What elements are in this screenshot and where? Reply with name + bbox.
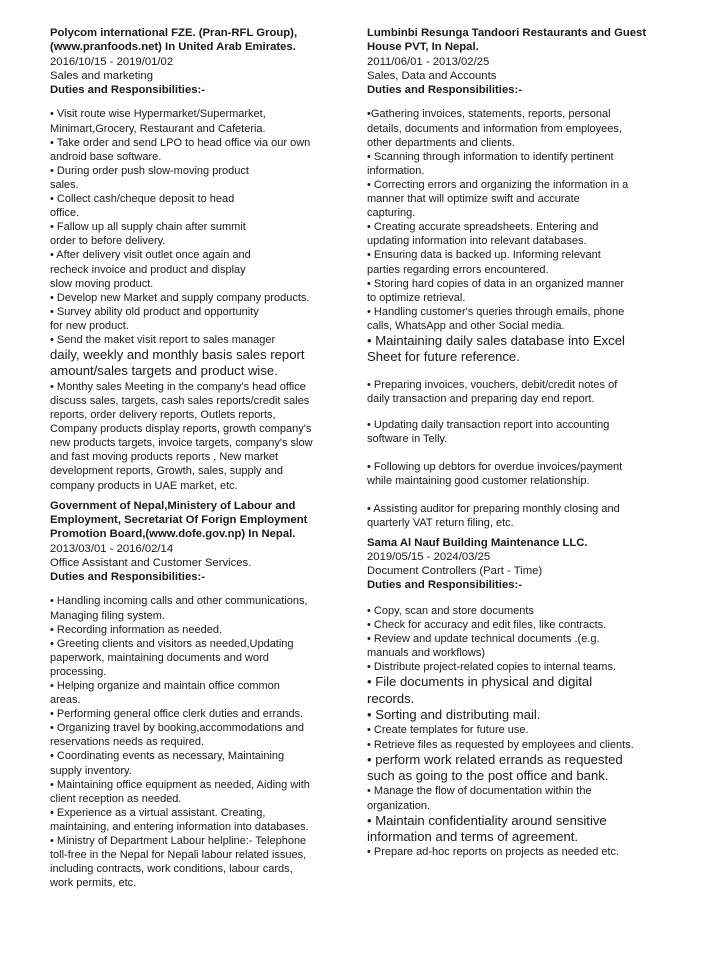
duty-item: • Create templates for future use. [367, 724, 529, 737]
duty-item: • Manage the flow of documentation within the organization. [367, 785, 592, 812]
duty-item: • Recording information as needed. [50, 623, 223, 636]
duty-item: • Ministry of Department Labour helpline:- Telephone toll-free in the Nepal for Nepali labour related issues, including contracts, work conditions, labour cards, work permits, etc. [50, 835, 307, 890]
duty-item: • Correcting errors and organizing the information in a manner that will optimize swift and accurate capturing. [367, 178, 629, 220]
company-title: Sama Al Nauf Building Maintenance LLC. [367, 536, 588, 549]
job-dates: 2013/03/01 - 2016/02/14 [50, 542, 174, 555]
duty-item: • Take order and send LPO to head office via our own android base software. [50, 136, 311, 163]
duty-item: • Coordinating events as necessary, Maintaining supply inventory. [50, 750, 285, 777]
duty-item: • Review and update technical documents .(e.g. manuals and workflows) [367, 632, 600, 660]
duty-item: • perform work related errands as requested such as going to the post office and bank. [367, 751, 623, 784]
duty-item: • Updating daily transaction report into accounting software in Telly. [367, 418, 610, 446]
duty-item: • Helping organize and maintain office common areas. [50, 679, 280, 707]
duty-item: daily, weekly and monthly basis sales report amount/sales targets and product wise. [50, 347, 305, 379]
duty-item: • Sorting and distributing mail. [367, 707, 541, 723]
duty-item: • Ensuring data is backed up. Informing relevant parties regarding errors encountered. [367, 249, 601, 276]
company-title: Government of Nepal,Ministery of Labour and Employment, Secretariat Of Forign Employment Promotion Board,(www.dofe.gov.np) In Nepal. [50, 499, 308, 541]
job-dates: 2011/06/01 - 2013/02/25 [367, 55, 490, 68]
duty-item: • Maintain confidentiality around sensitive information and terms of agreement. [367, 812, 607, 845]
duty-item: • Fallow up all supply chain after summit order to before delivery. [50, 221, 246, 248]
duty-item: • Send the maket visit report to sales manager [50, 333, 276, 346]
duty-item: • Prepare ad-hoc reports on projects as needed etc. [367, 846, 620, 859]
duty-item: • Develop new Market and supply company products. [50, 291, 310, 304]
job-polycom [50, 26, 356, 493]
job-sama-al-nauf [367, 536, 671, 860]
duty-item: • File documents in physical and digital records. [367, 674, 593, 706]
duty-item: • Monthy sales Meeting in the company's head office discuss sales, targets, cash sales reports/credit sales reports, order delivery reports, Outlets reports, Company products display reports, growth company's new products targets, invoice targets, company's slow and fast moving products reports , New market development reports, Growth, sales, supply and company products in UAE market, etc. [50, 380, 313, 492]
duty-item: • Performing general office clerk duties and errands. [50, 708, 304, 721]
duty-item: • During order push slow-moving product sales. [50, 164, 249, 191]
duty-item: • Maintaining office equipment as needed, Aiding with client reception as needed. [50, 778, 310, 805]
duty-item: • Organizing travel by booking,accommodations and reservations needs as required. [50, 722, 304, 749]
duties-heading: Duties and Responsibilities:- [50, 84, 206, 97]
duty-item: • Preparing invoices, vouchers, debit/credit notes of daily transaction and preparing day end report. [367, 378, 618, 405]
duties-heading: Duties and Responsibilities:- [50, 571, 206, 584]
duty-item: • Assisting auditor for preparing monthly closing and quarterly VAT return filing, etc. [367, 503, 620, 530]
job-dates: 2019/05/15 - 2024/03/25 [367, 550, 491, 563]
left-column [50, 26, 356, 895]
company-title: Lumbinbi Resunga Tandoori Restaurants and Guest House PVT, In Nepal. [367, 27, 647, 54]
job-role: Sales, Data and Accounts [367, 69, 497, 82]
duty-item: • Following up debtors for overdue invoices/payment while maintaining good customer relationship. [367, 461, 623, 488]
duty-item: • Distribute project-related copies to internal teams. [367, 661, 617, 674]
company-title: Polycom international FZE. (Pran-RFL Group), (www.pranfoods.net) In United Arab Emirates. [50, 27, 298, 54]
duty-item: •Gathering invoices, statements, reports, personal details, documents and information from employees, other departments and clients. [367, 108, 622, 149]
duty-item: • Handling customer's queries through emails, phone calls, WhatsApp and other Social media. [367, 305, 625, 332]
duty-item: • Storing hard copies of data in an organized manner to optimize retrieval. [367, 277, 625, 304]
job-government-nepal [50, 499, 356, 891]
duties-heading: Duties and Responsibilities:- [367, 84, 523, 97]
job-role: Office Assistant and Customer Services. [50, 556, 252, 569]
duty-item: • Maintaining daily sales database into Excel Sheet for future reference. [367, 332, 625, 365]
job-role: Sales and marketing [50, 69, 153, 82]
duty-item: • Retrieve files as requested by employees and clients. [367, 738, 634, 751]
duty-item: • Visit route wise Hypermarket/Supermarket, Minimart,Grocery, Restaurant and Cafeteria. [50, 108, 266, 135]
duty-item: • Survey ability old product and opportunity for new product. [50, 305, 259, 332]
duty-item: • Check for accuracy and edit files, like contracts. [367, 618, 607, 631]
duties-heading: Duties and Responsibilities:- [367, 579, 523, 592]
duty-item: • Collect cash/cheque deposit to head office. [50, 193, 235, 220]
job-lumbini-resunga [367, 26, 671, 531]
duty-item: • Scanning through information to identify pertinent information. [367, 150, 614, 177]
duty-item: • Experience as a virtual assistant. Creating, maintaining, and entering information into databases. [50, 806, 309, 833]
duty-item: • Greeting clients and visitors as needed,Updating paperwork, maintaining documents and word processing. [50, 637, 294, 678]
right-column [367, 26, 671, 865]
job-dates: 2016/10/15 - 2019/01/02 [50, 55, 174, 68]
duty-item: • Copy, scan and store documents [367, 604, 534, 617]
duty-item: • Handling incoming calls and other communications, Managing filing system. [50, 595, 308, 622]
duty-item: • After delivery visit outlet once again and recheck invoice and product and display slow moving product. [50, 249, 251, 290]
duty-item: • Creating accurate spreadsheets. Entering and updating information into relevant databases. [367, 221, 599, 248]
job-role: Document Controllers (Part - Time) [367, 565, 543, 578]
